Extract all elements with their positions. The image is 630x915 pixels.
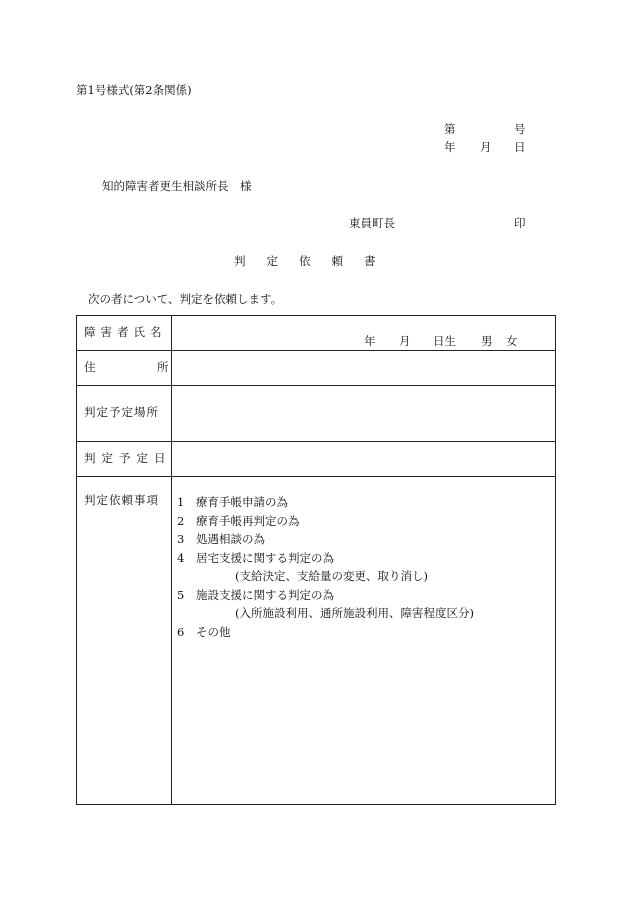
document-title: 判定依頼書 [234,254,397,268]
date-month-label: 月 [480,140,492,154]
document-number-prefix: 第 [444,122,456,136]
document-number-suffix: 号 [514,122,526,136]
table-row-date [77,441,555,477]
table-row-name [77,316,555,351]
addressee: 知的障害者更生相談所長 様 [102,179,252,193]
date-year-label: 年 [444,140,456,154]
table-row-place [77,385,555,442]
name-label: 障害者氏名 [84,325,167,339]
intro-text: 次の者について、判定を依頼します。 [88,292,283,306]
seal-mark: 印 [514,216,526,230]
table-row-address [77,350,555,386]
request-form-table [76,315,556,805]
birth-month-label: 月 [399,334,411,348]
birth-year-label: 年 [364,334,376,348]
sender: 東員町長 [349,216,395,230]
items-label: 判定依頼事項 [84,493,159,507]
place-label: 判定予定場所 [84,405,159,419]
sex-male-option[interactable]: 男 [481,334,493,348]
birth-day-label: 日生 [433,334,456,348]
address-label-first: 住 [84,360,96,374]
address-label-second: 所 [157,360,169,374]
date-day-label: 日 [514,140,526,154]
date-label: 判定予定日 [84,451,172,465]
sex-female-option[interactable]: 女 [506,334,518,348]
table-row-items: 判定依頼事項 1 療育手帳申請の為 2 療育手帳再判定の為 3 処遇相談の為 4 居宅支援に関する判定の為 (支給決定、支給量の変更、取り消し) 5 施設支援に関する判定の為 (入所施設利用、通所施設利用、障害程度区分) 6 その他 [84,493,474,639]
form-label: 第1号様式(第2条関係) [76,83,192,97]
